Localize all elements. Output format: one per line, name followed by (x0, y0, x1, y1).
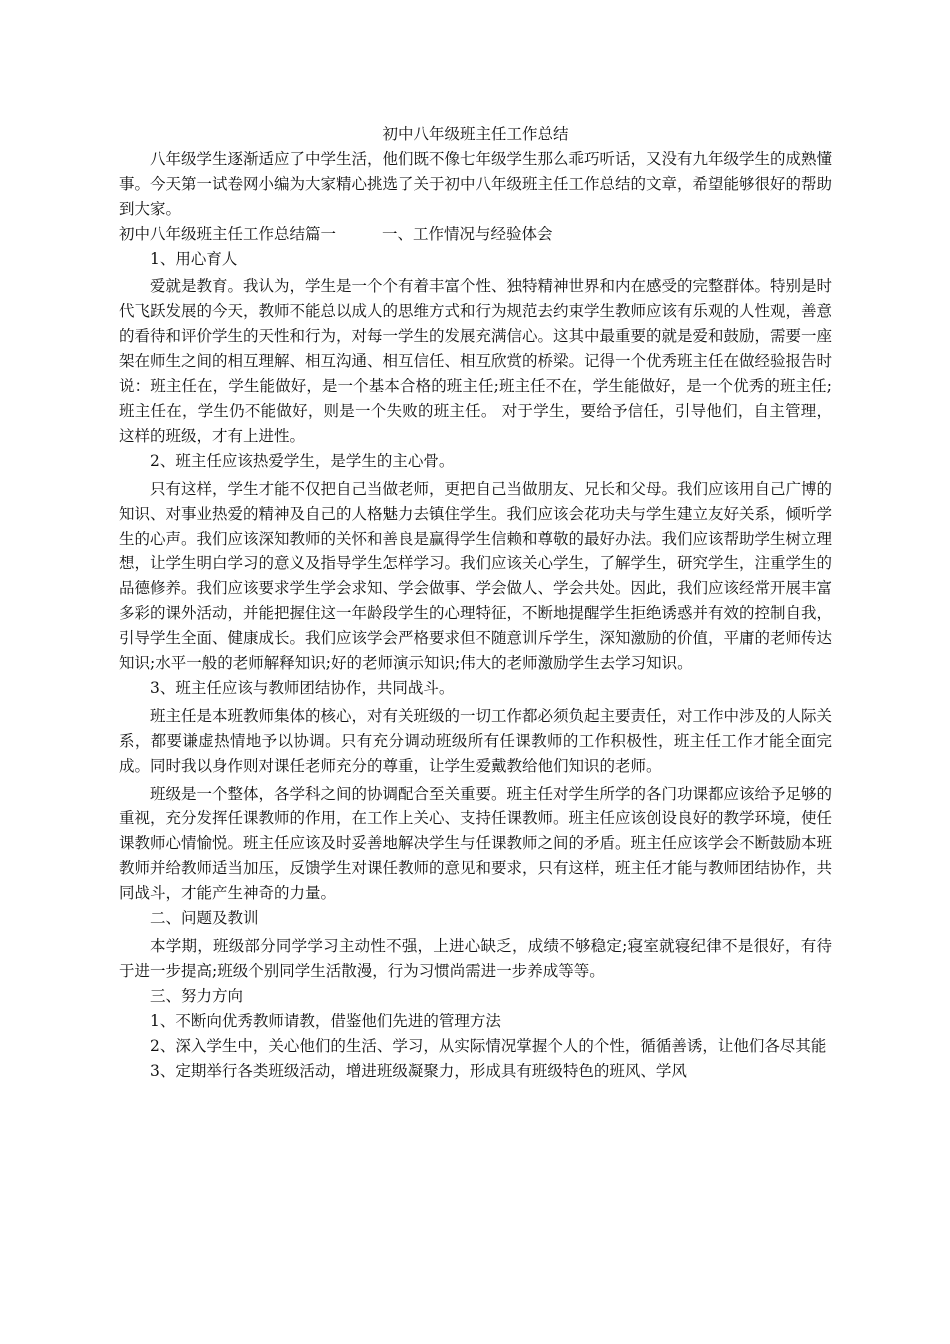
heading-1: 1、用心育人 (150, 249, 238, 268)
list-item-3: 3、定期举行各类班级活动，增进班级凝聚力，形成具有班级特色的班风、学风 (150, 1061, 687, 1080)
intro-paragraph: 八年级学生逐渐适应了中学生活，他们既不像七年级学生那么乖巧听话，又没有九年级学生的成熟懂事。今天第一试卷网小编为大家精心挑选了关于初中八年级班主任工作总结的文章，希望能够很好的帮助到大家。 (119, 149, 833, 218)
section-header (119, 222, 832, 247)
heading-5: 三、努力方向 (150, 986, 244, 1005)
section-header-right: 一、工作情况与经验体会 (382, 224, 553, 243)
heading-2: 2、班主任应该热爱学生，是学生的主心骨。 (150, 451, 455, 470)
document-title: 初中八年级班主任工作总结 (382, 125, 569, 143)
paragraph-2: 只有这样，学生才能不仅把自己当做老师，更把自己当做朋友、兄长和父母。我们应该用自己广博的知识、对事业热爱的精神及自己的人格魅力去镇住学生。我们应该会花功夫与学生建立友好关系，倾听学生的心声。我们应该深知教师的关怀和善良是赢得学生信赖和尊敬的最好办法。我们应该帮助学生树立理想，让学生明白学习的意义及指导学生怎样学习。我们应该关心学生，了解学生，研究学生，注重学生的品德修养。我们应该要求学生学会求知、学会做事、学会做人、学会共处。因此，我们应该经常开展丰富多彩的课外活动，并能把握住这一年龄段学生的心理特征，不断地提醒学生拒绝诱惑并有效的控制自我，引导学生全面、健康成长。我们应该学会严格要求但不随意训斥学生，深知激励的价值，平庸的老师传达知识;水平一般的老师解释知识;好的老师演示知识;伟大的老师激励学生去学习知识。 (119, 479, 833, 673)
paragraph-1: 爱就是教育。我认为，学生是一个个有着丰富个性、独特精神世界和内在感受的完整群体。特别是时代飞跃发展的今天，教师不能总以成人的思维方式和行为规范去约束学生教师应该有乐观的人性观，善意的看待和评价学生的天性和行为，对每一学生的发展充满信心。这其中最重要的就是爱和鼓励，需要一座架在师生之间的相互理解、相互沟通、相互信任、相互欣赏的桥梁。记得一个优秀班主任在做经验报告时说：班主任在，学生能做好，是一个基本合格的班主任;班主任不在，学生能做好，是一个优秀的班主任;班主任在，学生仍不能做好，则是一个失败的班主任。 对于学生，要给予信任，引导他们，自主管理，这样的班级，才有上进性。 (119, 277, 833, 445)
heading-3: 3、班主任应该与教师团结协作，共同战斗。 (150, 678, 455, 697)
paragraph-5: 本学期，班级部分同学学习主动性不强，上进心缺乏，成绩不够稳定;寝室就寝纪律不是很好，有待于进一步提高;班级个别同学生活散漫，行为习惯尚需进一步养成等等。 (119, 937, 832, 980)
paragraph-3: 班主任是本班教师集体的核心，对有关班级的一切工作都必须负起主要责任，对工作中涉及的人际关系，都要谦虚热情地予以协调。只有充分调动班级所有任课教师的工作积极性，班主任工作才能全面完成。同时我以身作则对课任老师充分的尊重，让学生爱戴教给他们知识的老师。 (119, 706, 833, 775)
heading-4: 二、问题及教训 (150, 909, 259, 928)
list-item-2: 2、深入学生中，关心他们的生活、学习，从实际情况掌握个人的个性，循循善诱，让他们各尽其能 (150, 1036, 827, 1055)
document-page (119, 122, 832, 1083)
paragraph-4: 班级是一个整体，各学科之间的协调配合至关重要。班主任对学生所学的各门功课都应该给予足够的重视，充分发挥任课教师的作用，在工作上关心、支持任课教师。班主任应该创设良好的教学环境，使任课教师心情愉悦。班主任应该及时妥善地解决学生与任课教师之间的矛盾。班主任应该学会不断鼓励本班教师并给教师适当加压，反馈学生对课任教师的意见和要求，只有这样，班主任才能与教师团结协作，共同战斗，才能产生神奇的力量。 (119, 784, 833, 903)
list-item-1: 1、不断向优秀教师请教，借鉴他们先进的管理方法 (150, 1011, 501, 1030)
section-header-left: 初中八年级班主任工作总结篇一 (119, 224, 337, 243)
